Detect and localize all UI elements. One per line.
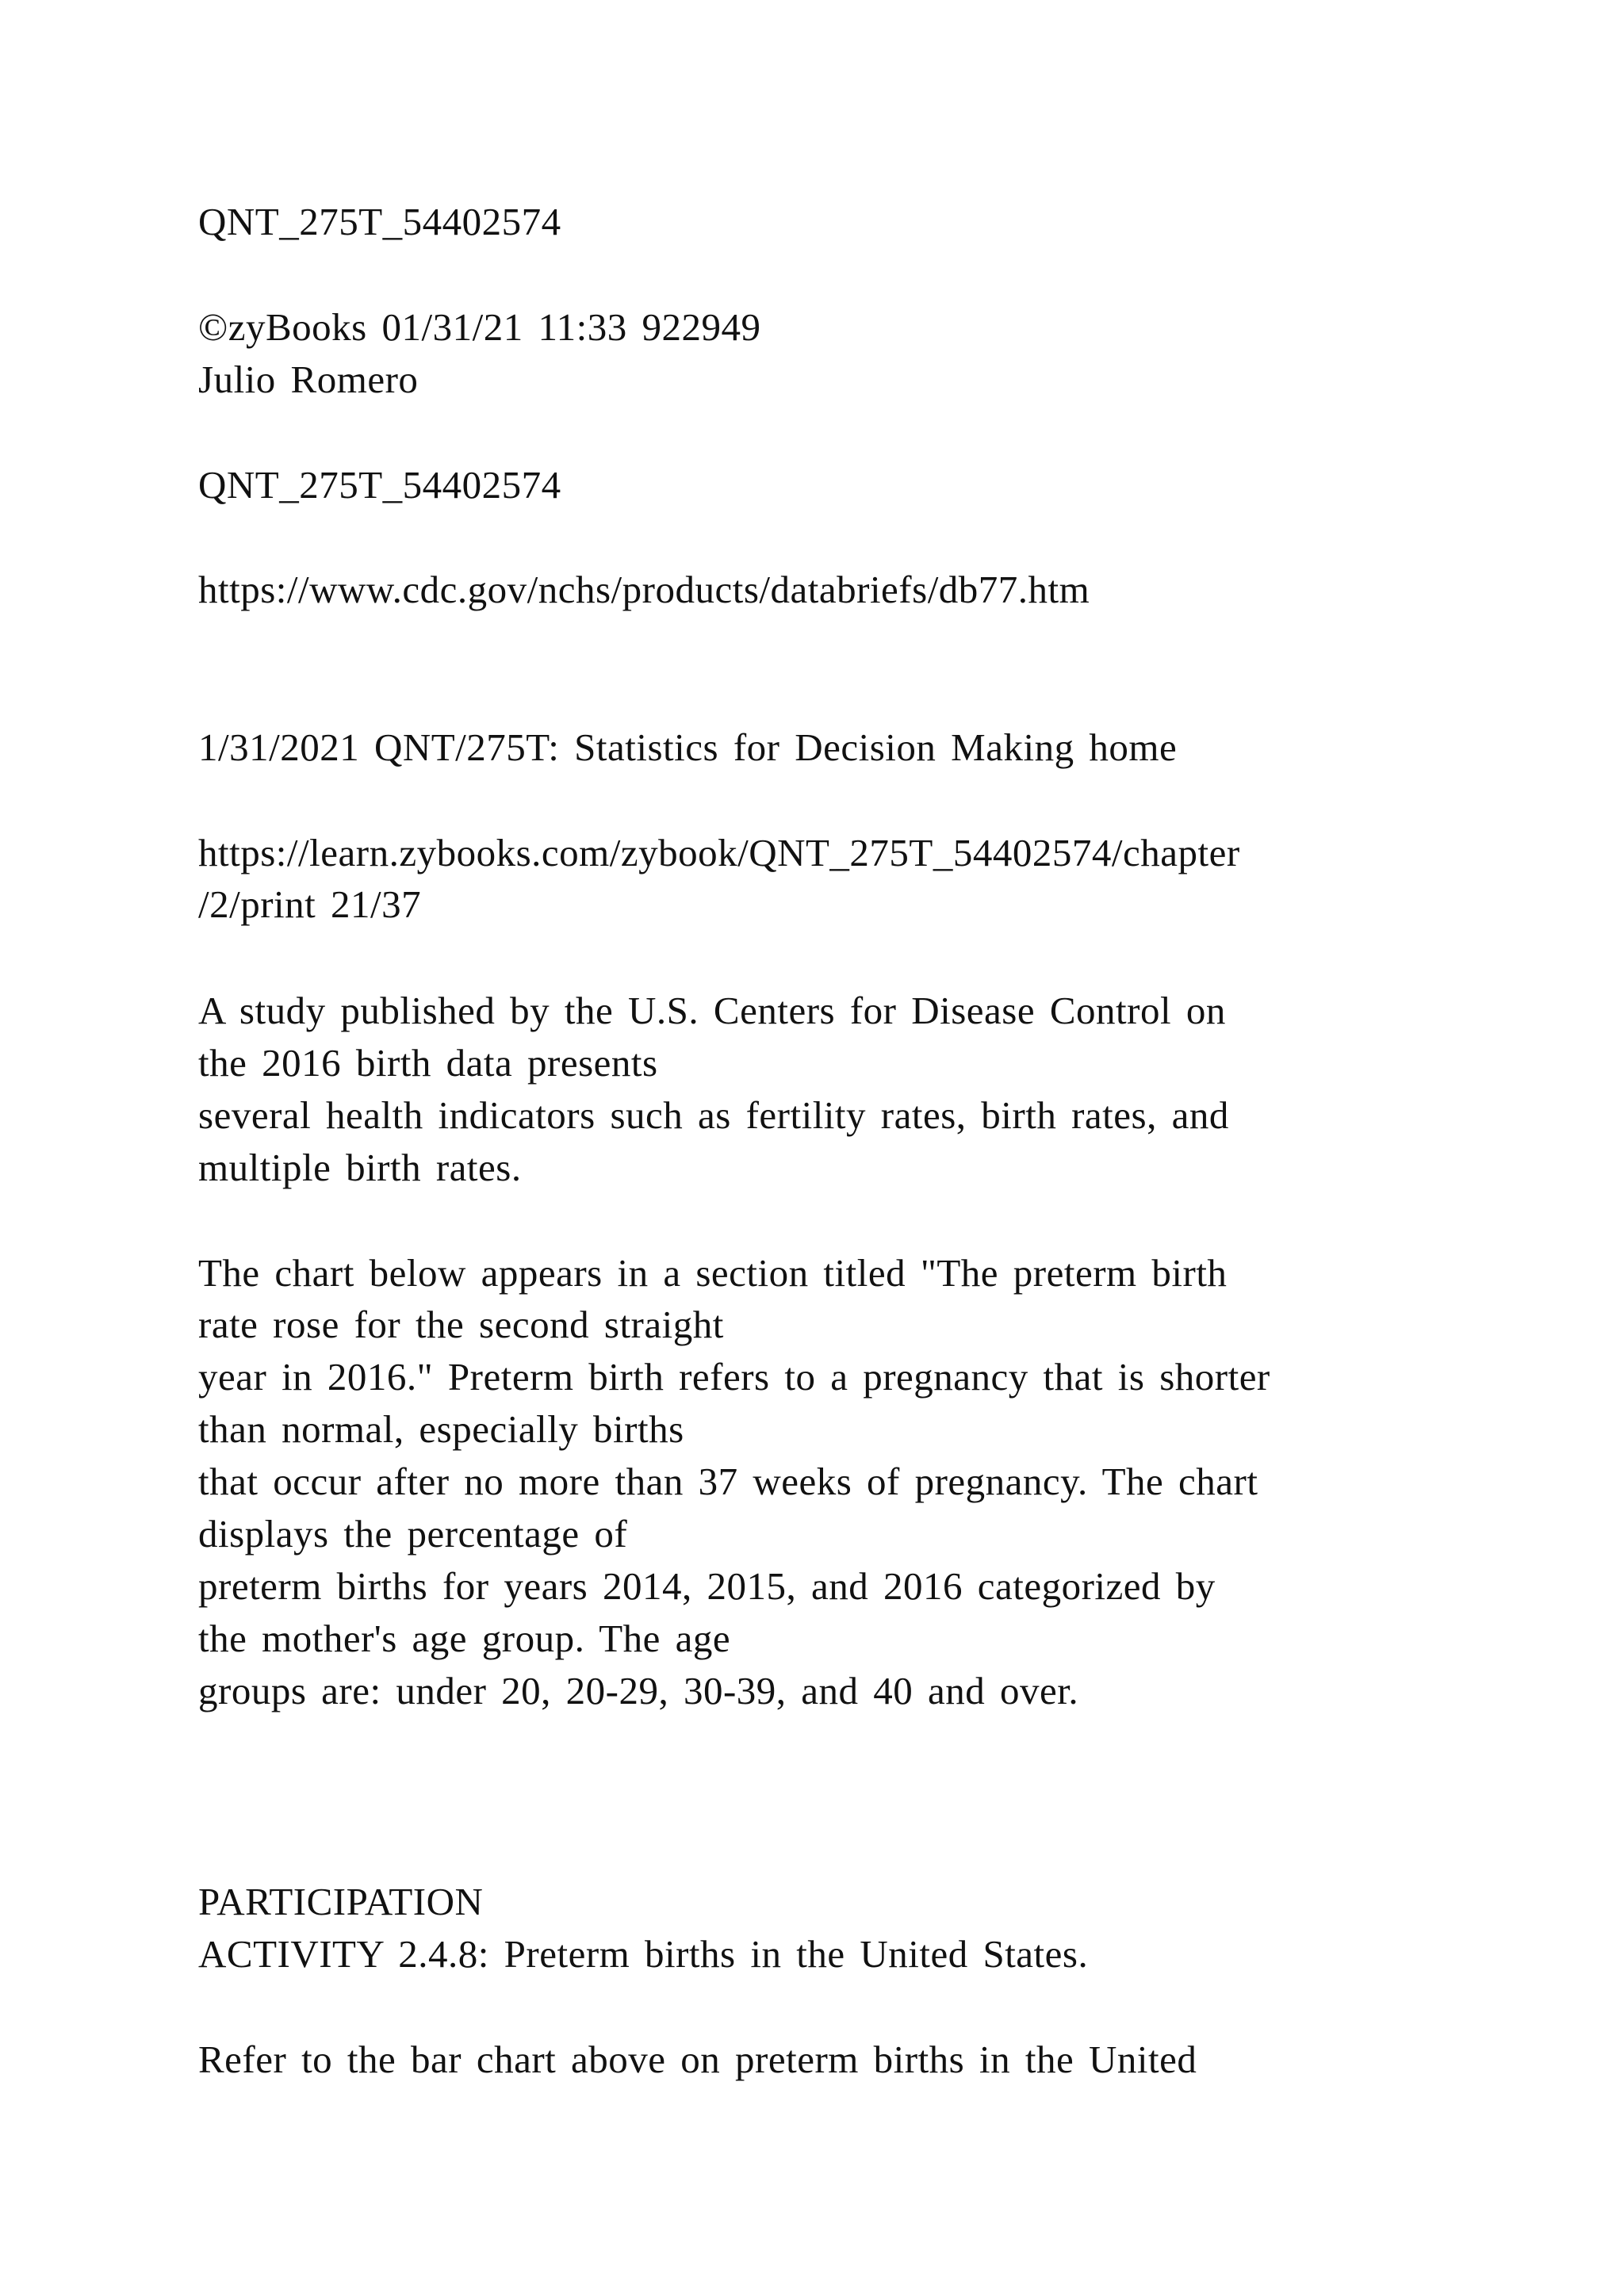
student-name: Julio Romero xyxy=(198,358,419,401)
activity-title: ACTIVITY 2.4.8: Preterm births in the United States. xyxy=(198,1932,1089,1976)
activity-label: PARTICIPATION xyxy=(198,1880,484,1923)
paragraph-line: rate rose for the second straight xyxy=(198,1303,724,1346)
paragraph-line: the 2016 birth data presents xyxy=(198,1041,658,1085)
paragraph-line: than normal, especially births xyxy=(198,1407,684,1451)
print-url-line: https://learn.zybooks.com/zybook/QNT_275T_54402574/chapter xyxy=(198,831,1240,874)
paragraph-line: preterm births for years 2014, 2015, and 2016 categorized by xyxy=(198,1564,1216,1608)
source-url: https://www.cdc.gov/nchs/products/databriefs/db77.htm xyxy=(198,568,1090,611)
paragraph-line: that occur after no more than 37 weeks of pregnancy. The chart xyxy=(198,1460,1258,1503)
course-id: QNT_275T_54402574 xyxy=(198,200,561,243)
paragraph-line: several health indicators such as fertility rates, birth rates, and xyxy=(198,1093,1229,1137)
copyright-line: ©zyBooks 01/31/21 11:33 922949 xyxy=(198,305,761,349)
paragraph-line: multiple birth rates. xyxy=(198,1146,522,1189)
course-id: QNT_275T_54402574 xyxy=(198,463,561,507)
paragraph-line: groups are: under 20, 20-29, 30-39, and 40 and over. xyxy=(198,1669,1079,1712)
print-date-title: 1/31/2021 QNT/275T: Statistics for Decision Making home xyxy=(198,725,1178,769)
paragraph-line: the mother's age group. The age xyxy=(198,1617,731,1660)
paragraph-line: The chart below appears in a section titled "The preterm birth xyxy=(198,1251,1228,1295)
print-url-line: /2/print 21/37 xyxy=(198,882,422,926)
paragraph-line: Refer to the bar chart above on preterm births in the United xyxy=(198,2038,1197,2081)
paragraph-line: displays the percentage of xyxy=(198,1512,628,1556)
paragraph-line: A study published by the U.S. Centers for Disease Control on xyxy=(198,989,1226,1032)
paragraph-line: year in 2016." Preterm birth refers to a pregnancy that is shorter xyxy=(198,1355,1270,1399)
